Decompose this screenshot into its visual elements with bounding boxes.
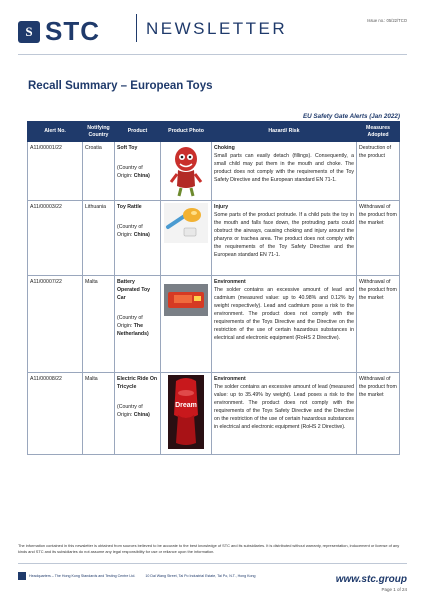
hazard-cell <box>212 276 357 373</box>
col-country: Notifying Country <box>83 122 115 142</box>
country: Croatia <box>83 142 115 201</box>
hazard-title: Choking <box>214 145 235 151</box>
product-cell <box>115 142 161 201</box>
hq-address: 10 Dai Wang Street, Tai Po Industrial Estate, Tai Po, N.T., Hong Kong <box>145 574 256 578</box>
header-rule <box>18 54 407 55</box>
product-name: Toy Rattle <box>117 204 142 210</box>
alert-no: A11/00001/22 <box>28 142 83 201</box>
hq-name: Headquarters – The Hong Kong Standards and Testing Centre Ltd. <box>29 574 136 578</box>
alert-no: A11/00008/22 <box>28 373 83 455</box>
product-photo <box>161 373 212 455</box>
hazard-title: Environment <box>214 376 246 382</box>
measures: Destruction of the product <box>357 142 400 201</box>
toy-car-photo <box>164 284 208 316</box>
product-photo <box>161 201 212 276</box>
hazard-text: Some parts of the product protrude. If a child puts the toy in the mouth and falls face down, the protruding parts could obstruct the airways, causing choking and injury around the pharynx or trachea area. The product does not comply with the requirements of the Toy Safety Directive and the European standard EN 71-1. <box>214 212 354 259</box>
table-row <box>28 373 400 455</box>
stc-logo <box>18 16 100 47</box>
origin: (Country of Origin: The Netherlands) <box>117 315 149 338</box>
col-hazard: Hazard/ Risk <box>212 122 357 142</box>
hazard-text: The solder contains an excessive amount of lead and cadmium (measured value: up to 40.98% and 0.12% by weight respectively). Lead and cadmium pose a risk to the environment. The product does not comply with the requirements of the Toys Directive and the Directive on the restriction of the use of certain hazardous substances in electrical and electronic equipment (RoHS 2 Directive). <box>214 287 354 342</box>
table-row <box>28 201 400 276</box>
page-number: Page 1 of 24 <box>381 587 407 592</box>
product-cell <box>115 201 161 276</box>
table-row <box>28 142 400 201</box>
newsletter-label: NEWSLETTER <box>146 19 288 38</box>
col-alert-no: Alert No. <box>28 122 83 142</box>
col-product: Product <box>115 122 161 142</box>
page-title: Recall Summary – European Toys <box>28 80 213 92</box>
table-header-row <box>28 122 400 142</box>
soft-toy-photo <box>166 144 206 198</box>
footer-rule <box>18 563 407 564</box>
page-subtitle: EU Safety Gate Alerts (Jan 2022) <box>302 113 400 120</box>
hazard-text: Small parts can easily detach (fillings). Consequently, a small child may put them in the mouth and choke. The product does not comply with the requirements of the Toy Safety Directive and the European standard EN 71-1. <box>214 153 354 184</box>
product-photo <box>161 142 212 201</box>
table-row <box>28 276 400 373</box>
disclaimer: The information contained in this newsletter is obtained from sources believed to be accurate to the best knowledge of STC and its subsidiaries. It is distributed without warranty, representation, inducement or license of any kinds and STC and its subsidiaries do not assume any legal responsibility for use or reliance upon the information. <box>18 543 400 555</box>
product-name: Soft Toy <box>117 145 138 151</box>
hazard-title: Injury <box>214 204 229 210</box>
hazard-title: Environment <box>214 279 246 285</box>
logo-mark-icon: S <box>18 21 40 43</box>
photo-label: Dream <box>175 402 197 409</box>
origin: (Country of Origin: China) <box>117 404 150 419</box>
website-link[interactable]: www.stc.group <box>335 574 407 585</box>
hazard-cell <box>212 142 357 201</box>
page-header <box>0 0 425 60</box>
toy-rattle-photo <box>164 203 208 243</box>
product-cell <box>115 373 161 455</box>
country: Malta <box>83 373 115 455</box>
tricycle-photo <box>168 375 204 449</box>
origin: (Country of Origin: China) <box>117 165 150 180</box>
hazard-cell <box>212 201 357 276</box>
origin: (Country of Origin: China) <box>117 224 150 239</box>
product-name: Battery Operated Toy Car <box>117 279 151 302</box>
measures: Withdrawal of the product from the market <box>357 201 400 276</box>
measures: Withdrawal of the product from the market <box>357 373 400 455</box>
hq-logo-icon <box>18 572 26 580</box>
col-measures: Measures Adopted <box>357 122 400 142</box>
footer-hq <box>18 572 256 580</box>
alert-no: A11/00007/22 <box>28 276 83 373</box>
issue-number: Issue no.: 05/22/TCO <box>367 18 407 23</box>
recall-table <box>27 121 400 455</box>
country: Malta <box>83 276 115 373</box>
product-name: Electric Ride On Tricycle <box>117 376 158 391</box>
col-photo: Product Photo <box>161 122 212 142</box>
hazard-text: The solder contains an excessive amount of lead (measured value: up to 35.49% by weight). Lead poses a risk to the environment. The product does not comply with the requirements of the Toys Safety Directive and the Directive on the restriction of the use of certain hazardous substances in electrical and electronic equipment (RoHS 2 Directive). <box>214 384 354 431</box>
hazard-cell <box>212 373 357 455</box>
header-divider <box>136 14 137 42</box>
logo-text: STC <box>45 16 100 46</box>
measures: Withdrawal of the product from the market <box>357 276 400 373</box>
alert-no: A11/00003/22 <box>28 201 83 276</box>
product-photo <box>161 276 212 373</box>
country: Lithuania <box>83 201 115 276</box>
product-cell <box>115 276 161 373</box>
